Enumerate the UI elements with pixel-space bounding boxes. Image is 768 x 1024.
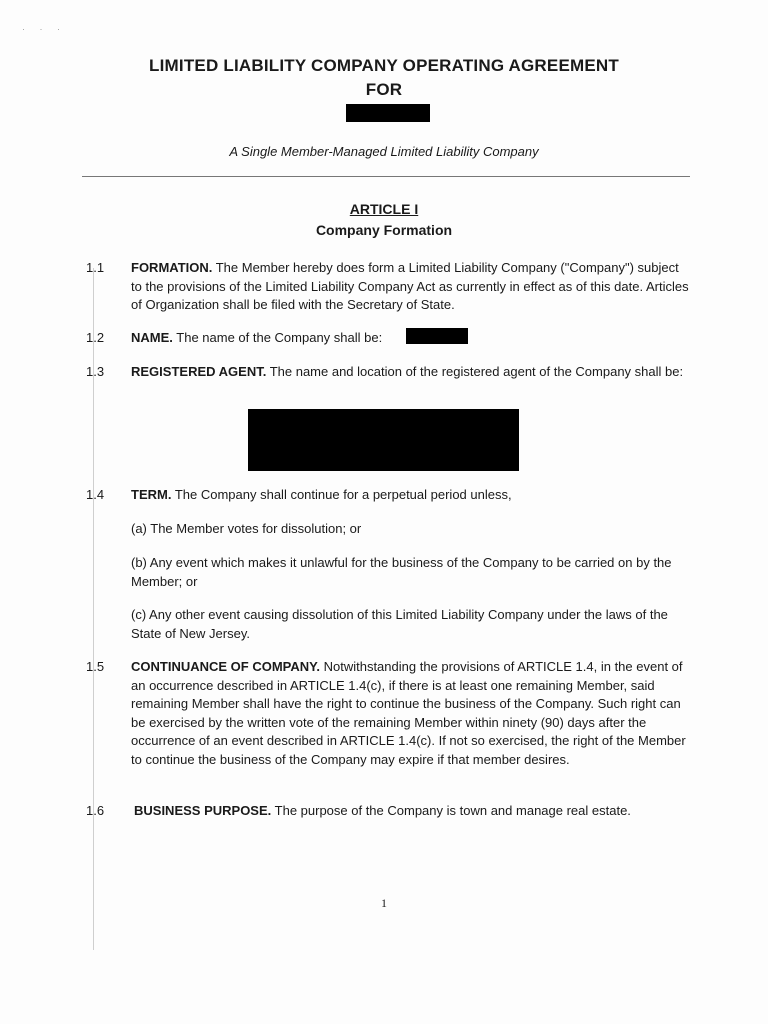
section-text: The Member hereby does form a Limited Liability Company ("Company") subject to the provisions of the Limited Liability Company Act as currently in effect as of this date. Articles of Organization shall be filed with the Secretary of State. bbox=[131, 260, 689, 312]
document-subtitle: A Single Member-Managed Limited Liability Company bbox=[229, 144, 539, 159]
redacted-agent-address bbox=[248, 409, 519, 471]
document-title: LIMITED LIABILITY COMPANY OPERATING AGREEMENT bbox=[149, 56, 619, 75]
term-item-b: (b) Any event which makes it unlawful for the business of the Company to be carried on by the Member; or bbox=[131, 555, 672, 589]
scan-specks: · · · bbox=[22, 24, 66, 34]
header-divider bbox=[82, 176, 690, 177]
section-text: Notwithstanding the provisions of ARTICLE 1.4, in the event of an occurrence described in ARTICLE 1.4(c), if there is at least one remaining Member, said remaining Member shall have the right to continue the business of the Company. Such right can be exercised by the written vote of the remaining Member within ninety (90) days after the occurrence of an event described in ARTICLE 1.4(c). If not so exercised, the right of the Member to continue the business of the Company may expire if that member desires. bbox=[131, 659, 686, 767]
section-text: The name and location of the registered agent of the Company shall be: bbox=[266, 364, 684, 379]
section-label: REGISTERED AGENT. bbox=[131, 364, 267, 379]
section-number: 1.1 bbox=[86, 260, 105, 275]
section-number: 1.3 bbox=[86, 364, 105, 379]
section-registered-agent bbox=[131, 363, 691, 382]
article-heading: ARTICLE I bbox=[349, 201, 419, 217]
section-number: 1.2 bbox=[86, 330, 105, 345]
section-label: CONTINUANCE OF COMPANY. bbox=[131, 659, 320, 674]
section-text: The purpose of the Company is town and manage real estate. bbox=[271, 803, 631, 818]
section-label: TERM. bbox=[131, 487, 172, 502]
section-number: 1.4 bbox=[86, 487, 105, 502]
term-item-c: (c) Any other event causing dissolution of this Limited Liability Company under the laws of the State of New Jersey. bbox=[131, 607, 668, 641]
redacted-company-name-field bbox=[406, 328, 468, 344]
section-business-purpose bbox=[134, 802, 694, 821]
section-number: 1.5 bbox=[86, 659, 105, 674]
section-label: BUSINESS PURPOSE. bbox=[134, 803, 272, 818]
section-text: The name of the Company shall be: bbox=[172, 330, 383, 345]
section-number: 1.6 bbox=[86, 803, 105, 818]
page-number: 1 bbox=[381, 896, 387, 910]
section-term bbox=[131, 486, 691, 505]
section-label: NAME. bbox=[131, 330, 173, 345]
section-label: FORMATION. bbox=[131, 260, 213, 275]
section-formation bbox=[131, 259, 691, 315]
document-title-for: FOR bbox=[365, 80, 403, 99]
section-text: The Company shall continue for a perpetual period unless, bbox=[171, 487, 512, 502]
term-item-a: (a) The Member votes for dissolution; or bbox=[131, 521, 362, 536]
redacted-company-name bbox=[346, 104, 430, 122]
article-subheading: Company Formation bbox=[315, 222, 453, 238]
section-continuance bbox=[131, 658, 691, 769]
